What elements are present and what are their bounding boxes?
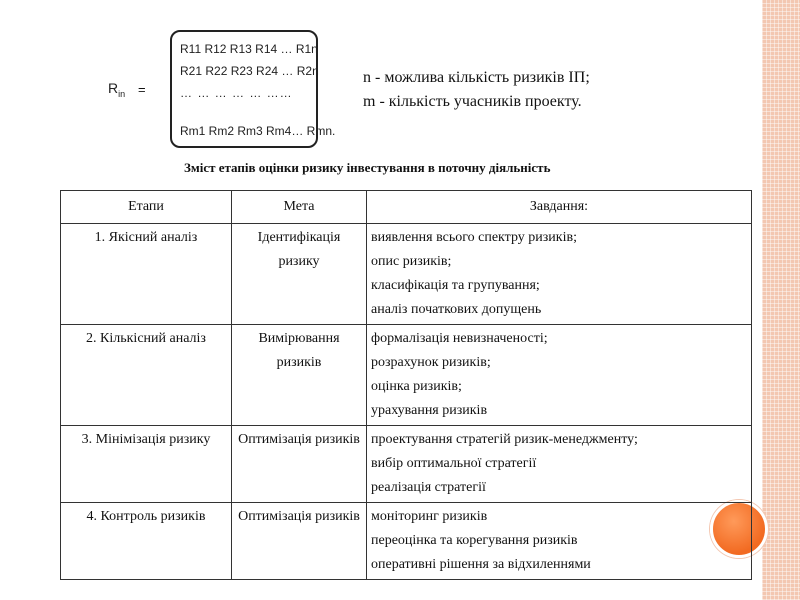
header-tasks: Завдання: [367,191,752,224]
risk-matrix-formula [104,26,344,156]
task-item: проектування стратегій ризик-менеджменту; [371,432,638,447]
stage-cell: 3. Мінімізація ризику [61,426,232,503]
matrix-row: R11 R12 R13 R14 … R1n [180,42,318,56]
matrix-row: R21 R22 R23 R24 … R2n [180,64,319,78]
table-row [61,503,752,580]
task-item: реалізація стратегії [371,480,486,495]
task-item: розрахунок ризиків; [371,355,491,370]
goal-cell: Оптимізація ризиків [232,503,367,580]
note-m: m - кількість учасників проекту. [363,93,582,110]
task-item: аналіз початкових допущень [371,302,542,317]
risk-matrix [170,30,336,148]
goal-cell: Вимірювання ризиків [232,325,367,426]
note-n: n - можлива кількість ризиків ІП; [363,69,590,86]
task-item: урахування ризиків [371,403,488,418]
task-item: вибір оптимальної стратегії [371,456,537,471]
formula-lhs: $R_{in}$ [108,80,126,99]
formula-notes [363,66,590,114]
task-item: моніторинг ризиків [371,509,488,524]
matrix-row: Rm1 Rm2 Rm3 Rm4… Rmn. [180,124,336,138]
task-item: виявлення всього спектру ризиків; [371,230,577,245]
table-row [61,426,752,503]
stage-cell: 4. Контроль ризиків [61,503,232,580]
goal-cell: Ідентифікація ризику [232,224,367,325]
table-caption: Зміст етапів оцінки ризику інвестування в поточну діяльність [184,160,551,175]
risk-stages-table [60,190,752,580]
tasks-cell [367,426,752,503]
task-item: оперативні рішення за відхиленнями [371,557,591,572]
task-item: оцінка ризиків; [371,379,462,394]
goal-cell: Оптимізація ризиків [232,426,367,503]
formula-equals: = [138,82,146,97]
table-row [61,325,752,426]
tasks-cell [367,224,752,325]
stage-cell: 1. Якісний аналіз [61,224,232,325]
task-item: формалізація невизначеності; [371,331,548,346]
table-header-row [61,191,752,224]
tasks-cell [367,325,752,426]
header-stages: Етапи [61,191,232,224]
matrix-row: … … … … … …… [180,86,293,100]
table-row [61,224,752,325]
decorative-side-border [762,0,800,600]
tasks-cell [367,503,752,580]
header-goal: Мета [232,191,367,224]
task-item: опис ризиків; [371,254,452,269]
task-item: класифікація та групування; [371,278,540,293]
stage-cell: 2. Кількісний аналіз [61,325,232,426]
task-item: переоцінка та корегування ризиків [371,533,578,548]
